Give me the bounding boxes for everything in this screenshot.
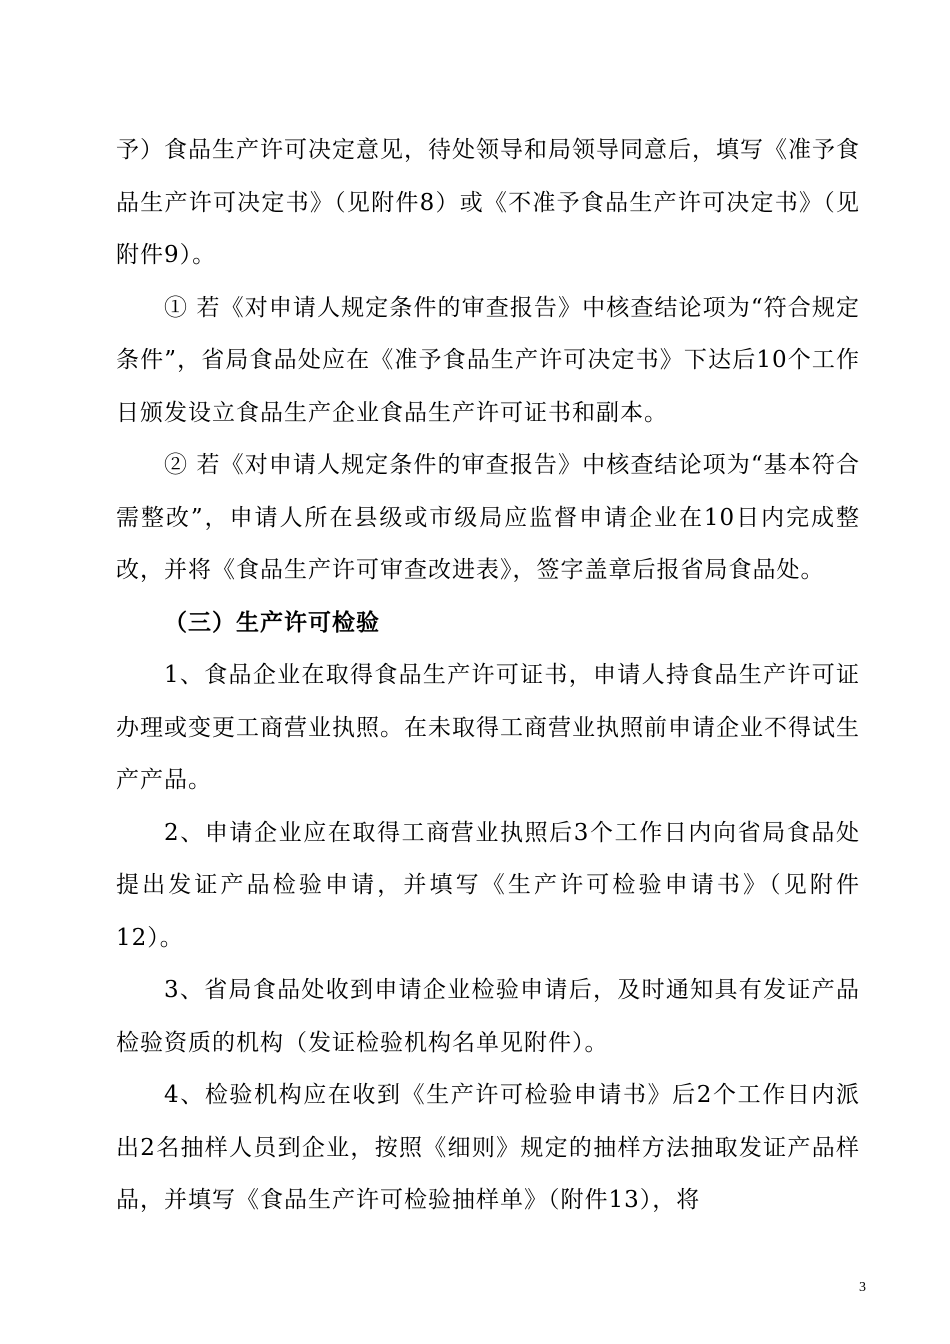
document-body xyxy=(116,124,860,1227)
list-item-4: 4、检验机构应在收到《生产许可检验申请书》后2个工作日内派出2名抽样人员到企业，按照《细则》规定的抽样方法抽取发证产品样品，并填写《食品生产许可检验抽样单》（附件13），将 xyxy=(116,1082,860,1213)
section-heading: （三）生产许可检验 xyxy=(164,609,380,636)
paragraph-case-1: ① 若《对申请人规定条件的审查报告》中核查结论项为“符合规定条件”，省局食品处应在《准予食品生产许可决定书》下达后10个工作日颁发设立食品生产企业食品生产许可证书和副本。 xyxy=(116,294,860,426)
paragraph-continued: 予）食品生产许可决定意见，待处领导和局领导同意后，填写《准予食品生产许可决定书》（见附件8）或《不准予食品生产许可决定书》（见附件9）。 xyxy=(116,137,860,268)
page-number: 3 xyxy=(859,1280,866,1295)
paragraph-case-2: ② 若《对申请人规定条件的审查报告》中核查结论项为“基本符合需整改”，申请人所在县级或市级局应监督申请企业在10日内完成整改，并将《食品生产许可审查改进表》，签字盖章后报省局食品处。 xyxy=(116,452,860,583)
list-item-1: 1、食品企业在取得食品生产许可证书，申请人持食品生产许可证办理或变更工商营业执照。在未取得工商营业执照前申请企业不得试生产产品。 xyxy=(116,662,860,793)
list-item-2: 2、申请企业应在取得工商营业执照后3个工作日内向省局食品处提出发证产品检验申请，并填写《生产许可检验申请书》（见附件12）。 xyxy=(116,819,860,951)
list-item-3: 3、省局食品处收到申请企业检验申请后，及时通知具有发证产品检验资质的机构（发证检验机构名单见附件）。 xyxy=(116,977,860,1056)
